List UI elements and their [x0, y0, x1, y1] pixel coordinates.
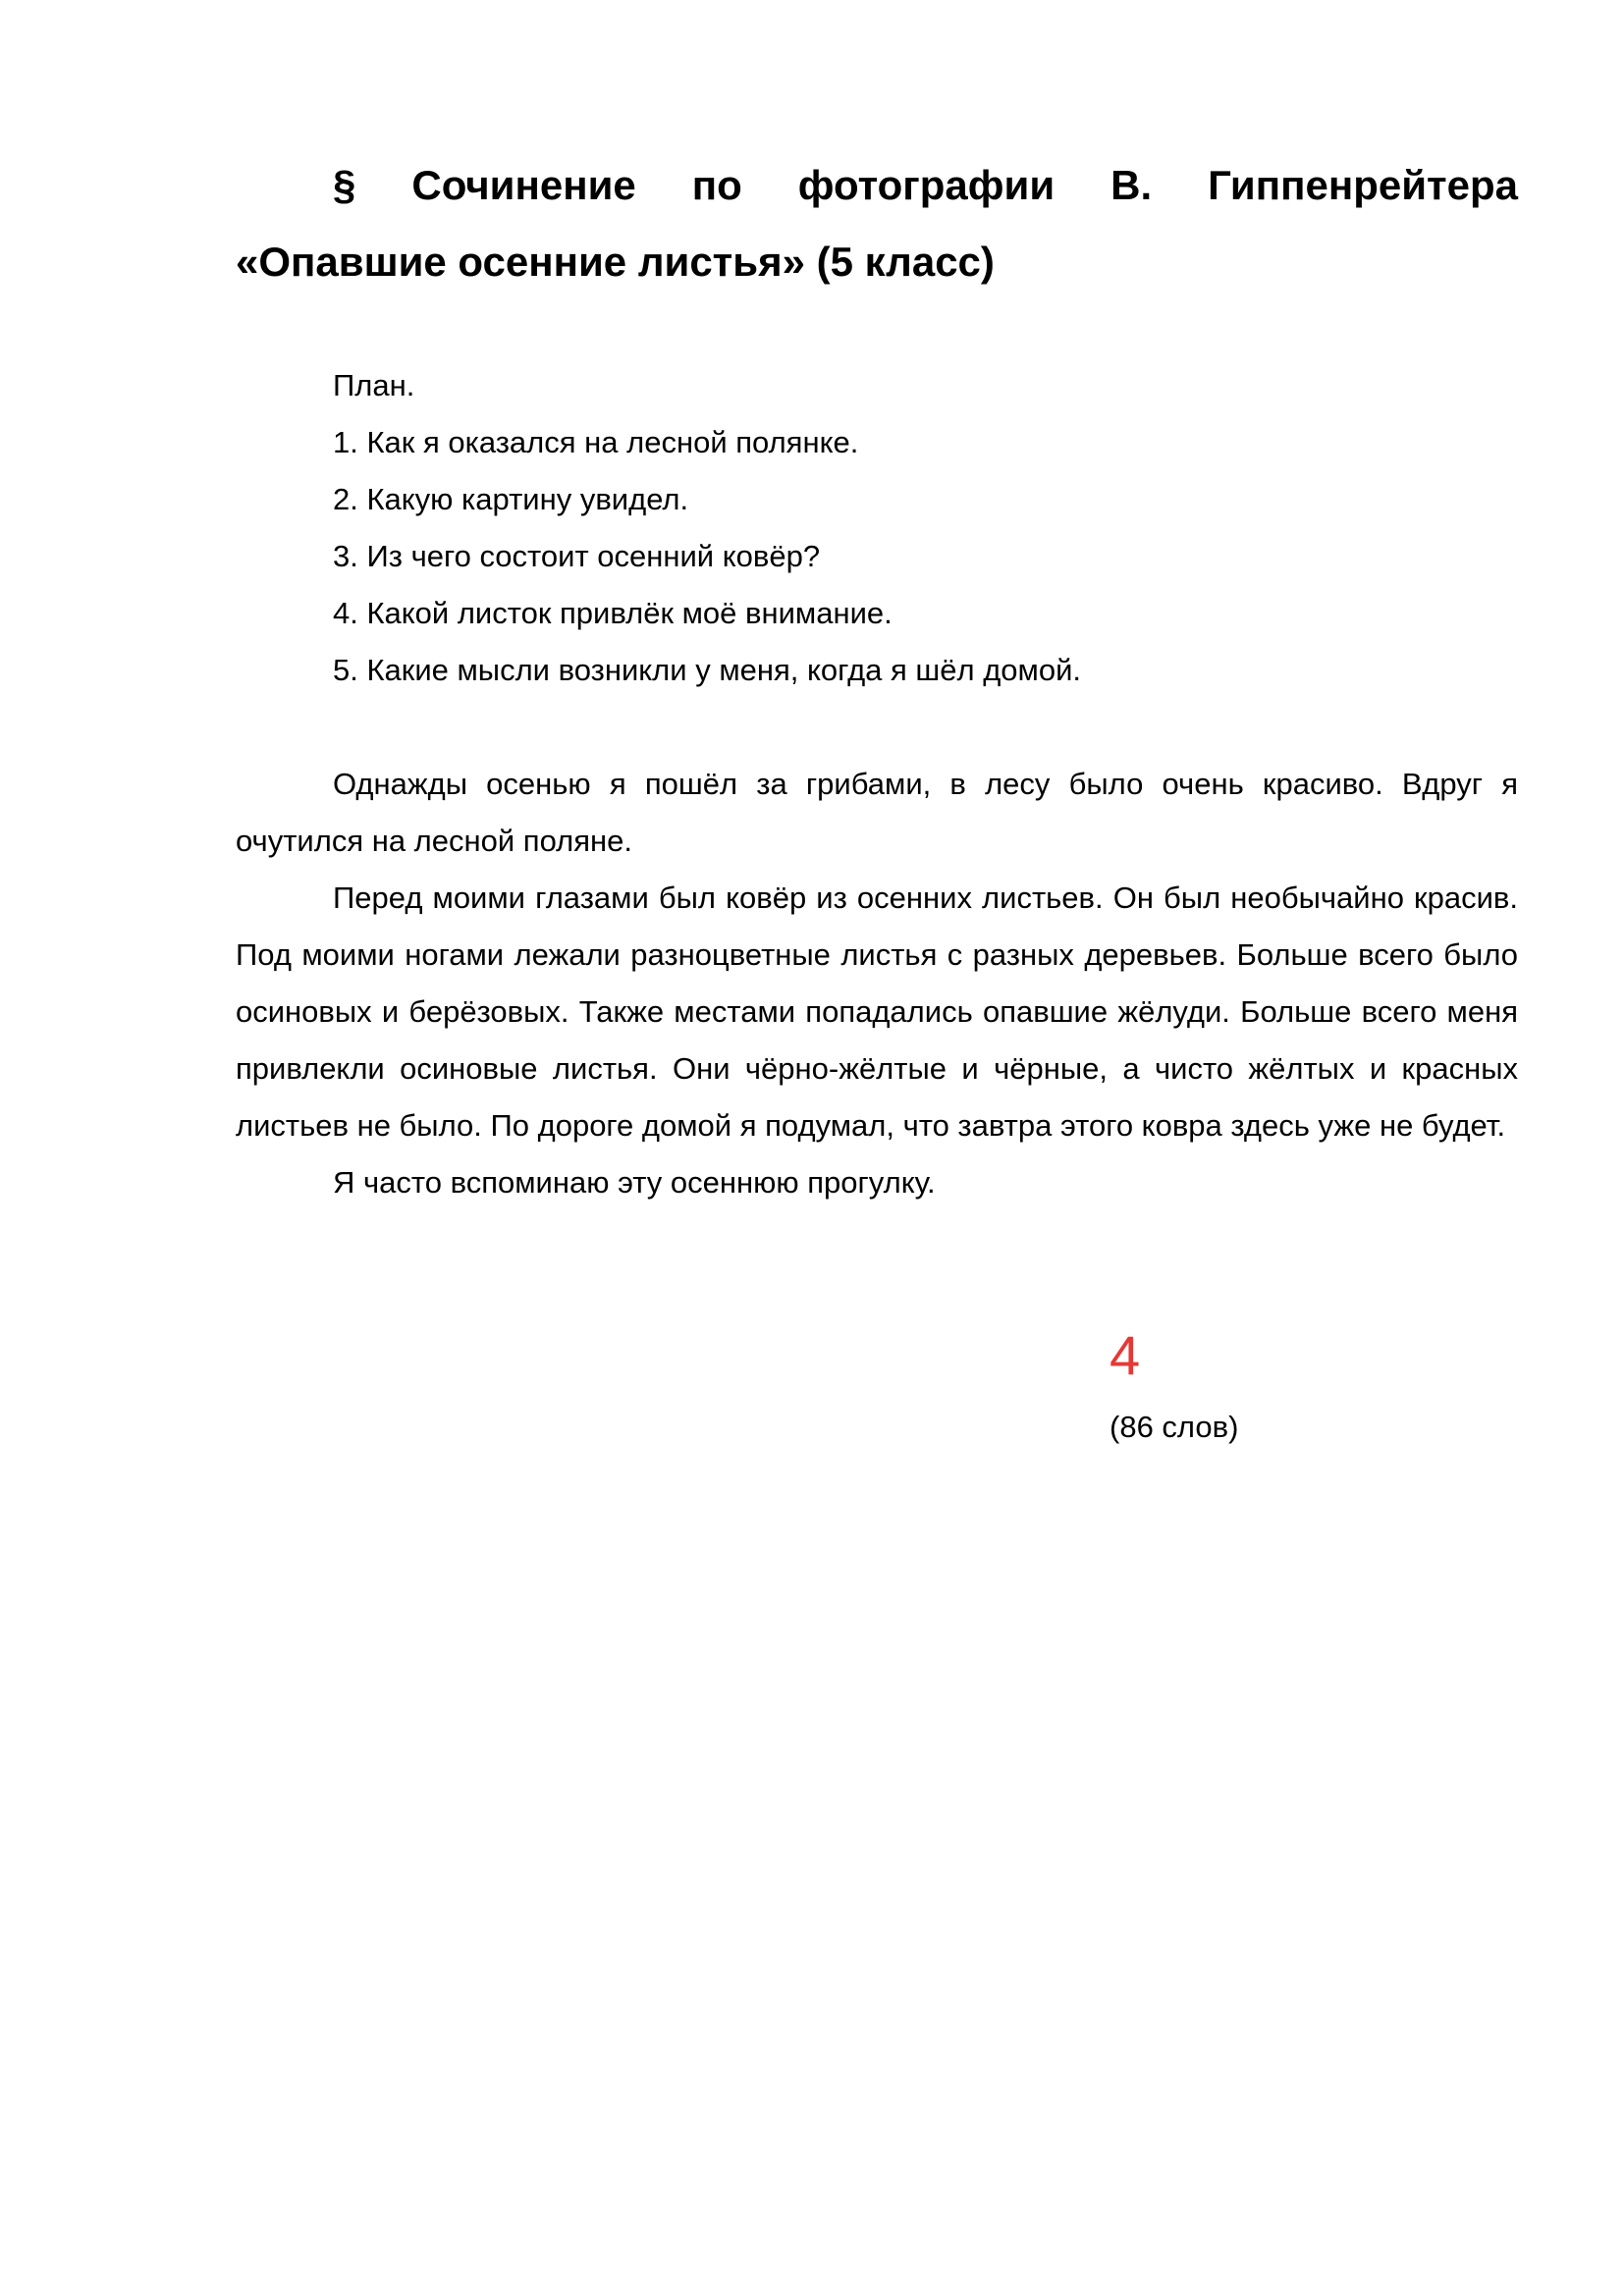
document-title — [236, 147, 1518, 300]
essay-paragraph: Однажды осенью я пошёл за грибами, в лесу было очень красиво. Вдруг я очутился на лесной поляне. — [236, 767, 1518, 858]
essay-paragraph: Я часто вспоминаю эту осеннюю прогулку. — [333, 1165, 936, 1200]
document-page — [236, 147, 1518, 1211]
word-count: (86 слов) — [1110, 1410, 1239, 1444]
plan-item: 5. Какие мысли возникли у меня, когда я шёл домой. — [333, 653, 1082, 687]
plan-section — [236, 357, 1518, 699]
grade-mark: 4 — [1110, 1324, 1141, 1386]
grade-block — [1110, 1322, 1238, 1456]
title-line-2: «Опавшие осенние листья» (5 класс) — [236, 239, 995, 285]
plan-heading: План. — [333, 368, 415, 402]
plan-item: 2. Какую картину увидел. — [333, 482, 689, 516]
essay-section — [236, 756, 1518, 1211]
plan-item: 3. Из чего состоит осенний ковёр? — [333, 539, 821, 573]
title-line-1: § Сочинение по фотографии В. Гиппенрейтера — [333, 162, 1518, 208]
plan-item: 1. Как я оказался на лесной полянке. — [333, 425, 859, 459]
essay-paragraph: Перед моими глазами был ковёр из осенних листьев. Он был необычайно красив. Под моими ногами лежали разноцветные листья с разных деревьев. Больше всего было осиновых и берёзовых. Также местами попадались опавшие жёлуди. Больше всего меня привлекли осиновые листья. Они чёрно-жёлтые и чёрные, а чисто жёлтых и красных листьев не было. По дороге домой я подумал, что завтра этого ковра здесь уже не будет. — [236, 881, 1518, 1143]
plan-item: 4. Какой листок привлёк моё внимание. — [333, 596, 893, 630]
